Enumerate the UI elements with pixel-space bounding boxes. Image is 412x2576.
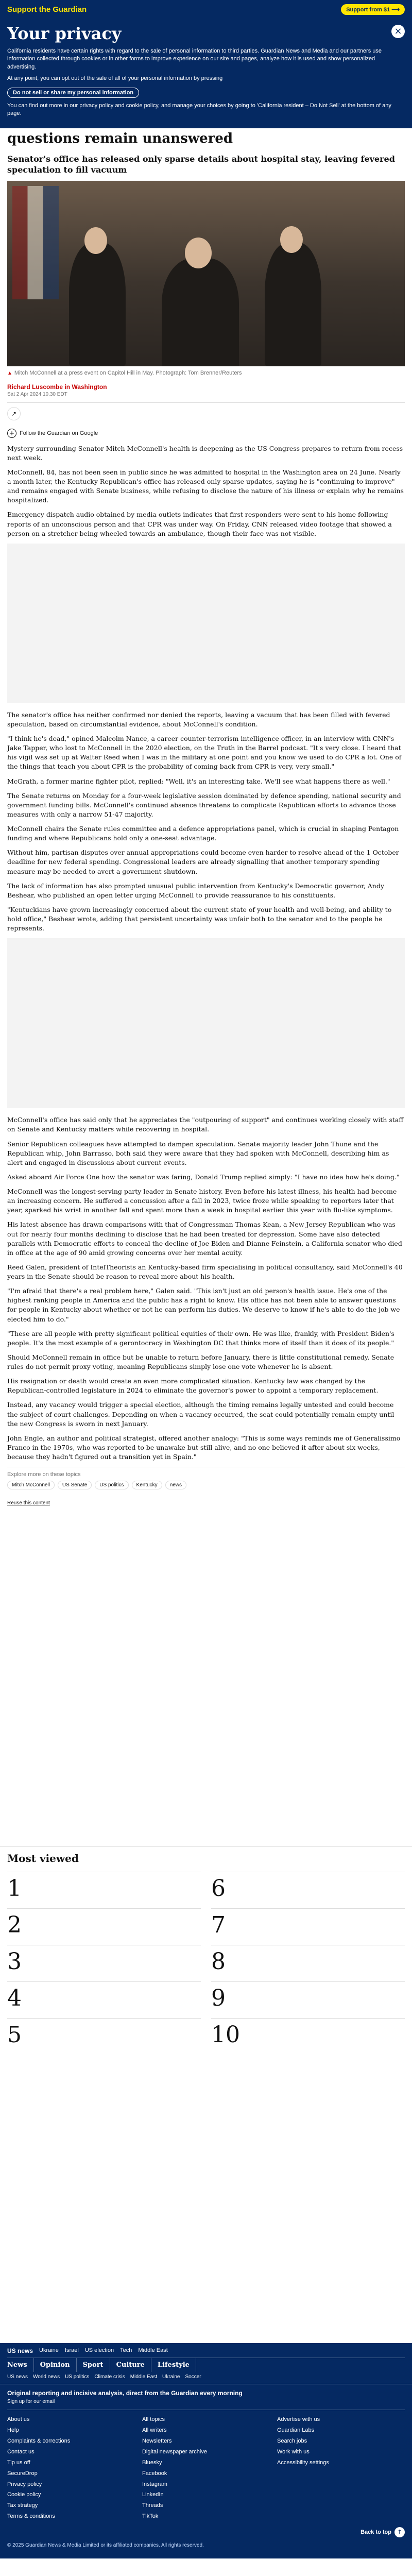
spacer [0, 2065, 412, 2343]
sub-link[interactable]: Climate crisis [94, 2374, 125, 2380]
paragraph: The senator's office has neither confirmed nor denied the reports, leaving a vacuum that has been filled with fevered speculation, based on circumstantial evidence, about McConnell's condition. [7, 710, 390, 728]
footer-link[interactable]: LinkedIn [142, 2492, 164, 2498]
edition-link[interactable]: Tech [120, 2347, 132, 2354]
footer-link[interactable]: Digital newspaper archive [142, 2448, 207, 2455]
most-viewed-item[interactable] [211, 1945, 405, 1981]
most-viewed-item[interactable] [211, 2018, 405, 2055]
rank-number: 4 [7, 1985, 22, 2012]
footer-link[interactable]: Cookie policy [7, 2492, 41, 2498]
most-viewed-item[interactable] [7, 1872, 201, 1908]
paragraph: His resignation or death would create an even more complicated situation. Kentucky law was changed by the Republican-controlled legislature in 2024 to eliminate the governor's power to appoint a temporary replacement. [7, 1377, 379, 1395]
byline[interactable]: Richard Luscombe in Washington [7, 383, 107, 391]
sub-link[interactable]: Soccer [185, 2374, 201, 2380]
dateline: Sat 2 Apr 2024 10.30 EDT [7, 391, 67, 397]
rank-number: 6 [211, 1875, 226, 1902]
topics-list [7, 1481, 405, 1489]
topics-label: Explore more on these topics [7, 1467, 405, 1478]
edition-label[interactable]: US news [7, 2347, 33, 2355]
close-icon[interactable]: × [391, 25, 405, 38]
sub-link[interactable]: US politics [65, 2374, 90, 2380]
privacy-title: Your privacy [7, 24, 122, 43]
footer-link[interactable]: Guardian Labs [277, 2427, 315, 2434]
paragraph: McConnell chairs the Senate rules committee and a defence appropriations panel, which is crucial in shaping Pentagon funding and where Republicans hold only a one-seat advantage. [7, 825, 399, 842]
most-viewed-item[interactable] [7, 1945, 201, 1981]
share-icon[interactable]: ↗ [7, 407, 21, 420]
most-viewed-item[interactable] [211, 1908, 405, 1945]
footer-link[interactable]: Bluesky [142, 2459, 162, 2466]
back-to-top-label: Back to top [360, 2529, 391, 2536]
sub-link[interactable]: US news [7, 2374, 28, 2380]
face-center [185, 238, 212, 268]
figure-center [162, 258, 239, 366]
reuse-link[interactable]: Reuse this content [7, 1500, 50, 1506]
footer-link[interactable]: Facebook [142, 2470, 167, 2477]
paragraph: Instead, any vacancy would trigger a special election, although the timing remains legally untested and could become the subject of court challenges. Depending on when a vacancy occurred, the seat could potentially remain empty until the new Congress is sworn in next January. [7, 1401, 394, 1428]
topic-tag[interactable]: news [165, 1481, 186, 1489]
caption-text: Mitch McConnell at a press event on Capitol Hill in May. Photograph: Tom Brenner/Reuters [14, 369, 242, 376]
rank-number: 10 [211, 2022, 240, 2048]
video-placeholder [7, 544, 405, 703]
paragraph: "I'm afraid that there's a real problem here," Galen said. "This isn't just an old person's health issue. He's one of the highest ranking people in America and the public has a right to know. His office has not been able to answer questions for people in Kentucky about whether or not he can perform his duties. We deserve to know if he's able to do the job we elected him to do." [7, 1287, 400, 1323]
footer [0, 2384, 412, 2558]
newsletter-signup[interactable]: Sign up for our email [7, 2399, 55, 2405]
paragraph: Reed Galen, president of IntelTheorists an Kentucky-based firm specialising in political consultancy, said McConnell's 40 years in the Senate should be reason to reveal more about his health. [7, 1263, 403, 1281]
privacy-text-2: At any point, you can opt out of the sale of all of your personal information by pressing [7, 75, 223, 82]
edition-links [7, 2347, 405, 2358]
footer-link[interactable]: All writers [142, 2427, 167, 2434]
footer-link[interactable]: Search jobs [277, 2437, 307, 2444]
figure-left [69, 243, 126, 366]
arrow-up-icon: ↑ [394, 2527, 405, 2537]
article [0, 131, 412, 1506]
paragraph: McGrath, a former marine fighter pilot, replied: "Well, it's an interesting take. We'll see what happens there as well." [7, 777, 390, 785]
topic-tag[interactable]: Mitch McConnell [7, 1481, 55, 1489]
footer-col-2 [142, 2414, 270, 2522]
pillar-opinion[interactable]: Opinion [40, 2358, 77, 2372]
footer-link[interactable]: Accessibility settings [277, 2459, 329, 2466]
pillar-sport[interactable]: Sport [83, 2358, 110, 2372]
privacy-text-1: California residents have certain rights with regard to the sale of personal information to third parties. Guardian News and Media and our partners use information collected through cookies or in other forms to improve experience on our site and pages, analyze how it is used and show personalized advertising. [7, 48, 382, 70]
flag-image [12, 186, 59, 299]
rank-number: 3 [7, 1948, 22, 1975]
footer-col-3 [277, 2414, 405, 2522]
edition-link[interactable]: Middle East [138, 2347, 168, 2354]
support-label[interactable]: Support the Guardian [7, 5, 87, 14]
rank-number: 8 [211, 1948, 226, 1975]
footer-link[interactable]: Complaints & corrections [7, 2437, 71, 2444]
most-viewed-item[interactable] [7, 1981, 201, 2018]
privacy-banner [0, 19, 412, 128]
face-right [280, 226, 303, 253]
sub-link[interactable]: Middle East [130, 2374, 158, 2380]
paragraph: Without him, partisan disputes over annual appropriations could become even harder to resolve ahead of the 1 October deadline for new federal spending. Congressional leaders are already signalling that another temporary spending measure may be needed to avert a government shutdown. [7, 849, 399, 875]
most-viewed-item[interactable] [7, 1908, 201, 1945]
most-viewed-title: Most viewed [7, 1852, 79, 1865]
footer-link[interactable]: Tax strategy [7, 2502, 38, 2509]
pillar-lifestyle[interactable]: Lifestyle [158, 2358, 196, 2372]
standfirst: Senator's office has released only sparse details about hospital stay, leaving fevered speculation to fill vacuum [7, 154, 395, 175]
figure-right [265, 243, 321, 366]
copyright: © 2025 Guardian News & Media Limited or its affiliated companies. All rights reserved. [7, 2543, 204, 2549]
footer-link[interactable]: All topics [142, 2416, 165, 2423]
pillar-news[interactable]: News [7, 2358, 34, 2372]
footer-link[interactable]: Advertise with us [277, 2416, 320, 2423]
paragraph: Asked aboard Air Force One how the senator was faring, Donald Trump replied simply: "I have no idea how he's doing." [7, 1173, 400, 1181]
back-to-top[interactable] [7, 2527, 405, 2537]
edition-link[interactable]: Israel [64, 2347, 79, 2354]
paragraph: Should McConnell remain in office but be unable to return before January, there is little constitutional remedy. Senate rules do not permit proxy voting, meaning Republicans simply lose one vote whenever he is absent. [7, 1353, 394, 1371]
follow-text: Follow the Guardian on Google [20, 430, 98, 436]
footer-link[interactable]: Privacy policy [7, 2481, 42, 2487]
article-body [7, 444, 405, 1462]
paragraph: His latest absence has drawn comparisons with that of Congressman Thomas Kean, a New Jersey Republican who was out for nearly four months declining to disclose that he had been treated for depression. Some have also detected parallels with Democratic efforts to conceal the decline of Joe Biden and Dianne Feinstein, a California senator who died in office at the age of 90 amid growing concerns over her mental acuity. [7, 1221, 402, 1257]
support-button[interactable]: Support from $1 ⟶ [341, 4, 405, 15]
caption [7, 369, 405, 377]
most-viewed-item[interactable] [211, 1872, 405, 1908]
share-row [7, 402, 405, 425]
paragraph: "These are all people with pretty significant political equities of their own. He was like, frankly, with President Biden's people. It's the most example of a gerontocracy in Washington DC that thinks more of itself than it does of its people." [7, 1329, 394, 1347]
footer-col-1 [7, 2414, 135, 2522]
footer-columns [7, 2410, 405, 2522]
footer-link[interactable]: Newsletters [142, 2437, 172, 2444]
footer-link[interactable]: Threads [142, 2502, 163, 2509]
rank-number: 9 [211, 1985, 226, 2012]
ad-placeholder [7, 938, 405, 1108]
sub-link[interactable]: Ukraine [162, 2374, 180, 2380]
rank-number: 2 [7, 1912, 22, 1939]
spacer [0, 1506, 412, 1846]
paragraph: John Engle, an author and political strategist, offered another analogy: "This is some ways reminds me of Generalissimo Franco in the 1970s, who was reported to be unawake but still alive, and no one believed it after about six weeks, because they hadn't figured out a transition yet in Spain." [7, 1434, 401, 1461]
newsletter-promo: Original reporting and incisive analysis, direct from the Guardian every morning [7, 2389, 243, 2397]
most-viewed-item[interactable] [211, 1981, 405, 2018]
support-bar [0, 0, 412, 19]
most-viewed-grid [7, 1872, 405, 2055]
hero-image [7, 181, 405, 366]
paragraph: Senior Republican colleagues have attempted to dampen speculation. Senate majority leader John Thune and the Republican whip, John Barrasso, both said they were aware that they had spoken with McConnell, describing him as alert and engaged in discussions about current events. [7, 1140, 389, 1166]
rank-number: 1 [7, 1875, 22, 1902]
footer-link[interactable]: Terms & conditions [7, 2513, 55, 2520]
footer-link[interactable]: Work with us [277, 2448, 310, 2455]
sub-link[interactable]: World news [33, 2374, 60, 2380]
paragraph: McConnell's office has said only that he appreciates the "outpouring of support" and continues working closely with staff on Senate and Kentucky matters while recovering in hospital. [7, 1116, 404, 1133]
paragraph: McConnell, 84, has not been seen in public since he was admitted to hospital in the Washington area on 24 June. Nearly a month later, the Kentucky Republican's office has released only sparse updates, saying he is "continuing to improve" and remains engaged with Senate business, while refusing to disclose the nature of his illness or explain why he remains hospitalized. [7, 468, 404, 504]
paragraph: McConnell was the longest-serving party leader in Senate history. Even before his latest illness, his health had become an increasing concern. He suffered a concussion after a fall in 2023, twice froze while speaking to reporters later that year, sparked his wrist in another fall and spent more than a week in hospital earlier this year with flu-like symptoms. [7, 1188, 397, 1214]
plus-icon: + [7, 429, 16, 438]
paragraph: "Kentuckians have grown increasingly concerned about the current state of your health and well-being, and ability to hold office," Beshear wrote, adding that persistent uncertainty was unfair both to the senator and to the people he represents. [7, 905, 392, 933]
rank-number: 7 [211, 1912, 226, 1939]
sub-nav [7, 2372, 405, 2384]
headline: questions remain unanswered [7, 131, 233, 147]
footer-link[interactable]: Contact us [7, 2448, 35, 2455]
follow-google[interactable] [7, 429, 405, 438]
footer-link[interactable]: TikTok [142, 2513, 159, 2520]
topic-tag[interactable]: US politics [95, 1481, 128, 1489]
paragraph: The Senate returns on Monday for a four-week legislative session dominated by defence spending, national security and government funding bills. McConnell's continued absence threatens to complicate Republican efforts to advance those measures with only a narrow 51-47 majority. [7, 791, 401, 818]
topic-tag[interactable]: Kentucky [132, 1481, 162, 1489]
edition-link[interactable]: Ukraine [39, 2347, 59, 2354]
pillar-culture[interactable]: Culture [116, 2358, 151, 2372]
privacy-text-3: You can find out more in our privacy policy and cookie policy, and manage your choices by going to 'California resident – Do Not Sell' at the bottom of any page. [7, 102, 391, 116]
paragraph: The lack of information has also prompted unusual public intervention from Kentucky's Democratic governor, Andy Beshear, who published an open letter urging McConnell to provide reassurance to his constituents. [7, 882, 384, 899]
camera-icon: ▲ [7, 370, 12, 376]
footer-link[interactable]: Instagram [142, 2481, 167, 2487]
paragraph: Mystery surrounding Senator Mitch McConnell's health is deepening as the US Congress prepares to return from recess next week. [7, 444, 403, 462]
opt-out-button[interactable]: Do not sell or share my personal information [7, 88, 139, 98]
paragraph: Emergency dispatch audio obtained by media outlets indicates that first responders were sent to his home following reports of an unconscious person and that CPR was under way. On Friday, CNN released video footage that showed a person on a stretcher being wheeled towards an ambulance, though their face was not visible. [7, 511, 392, 537]
most-viewed [0, 1846, 412, 2065]
topic-tag[interactable]: US Senate [58, 1481, 92, 1489]
footer-link[interactable]: Tip us off [7, 2459, 30, 2466]
footer-link[interactable]: Help [7, 2427, 19, 2434]
edition-link[interactable]: US election [84, 2347, 114, 2354]
footer-link[interactable]: About us [7, 2416, 30, 2423]
rank-number: 5 [7, 2022, 22, 2048]
most-viewed-item[interactable] [7, 2018, 201, 2055]
footer-nav [0, 2343, 412, 2384]
pillar-nav [7, 2358, 405, 2372]
face-left [84, 227, 107, 254]
paragraph: "I think he's dead," opined Malcolm Nance, a career counter-terrorism intelligence officer, in an interview with CNN's Jake Tapper, who lost to McConnell in the 2020 election, on the Truth in the Barrel podcast. "It's very close. I heard that his vigil was set up at Walter Reed when I was in the military at one point and you know we used to do CPR a lot. One of the things that teach you about CPR is the probability of coming back from CPR is very, very small." [7, 735, 402, 771]
footer-link[interactable]: SecureDrop [7, 2470, 38, 2477]
